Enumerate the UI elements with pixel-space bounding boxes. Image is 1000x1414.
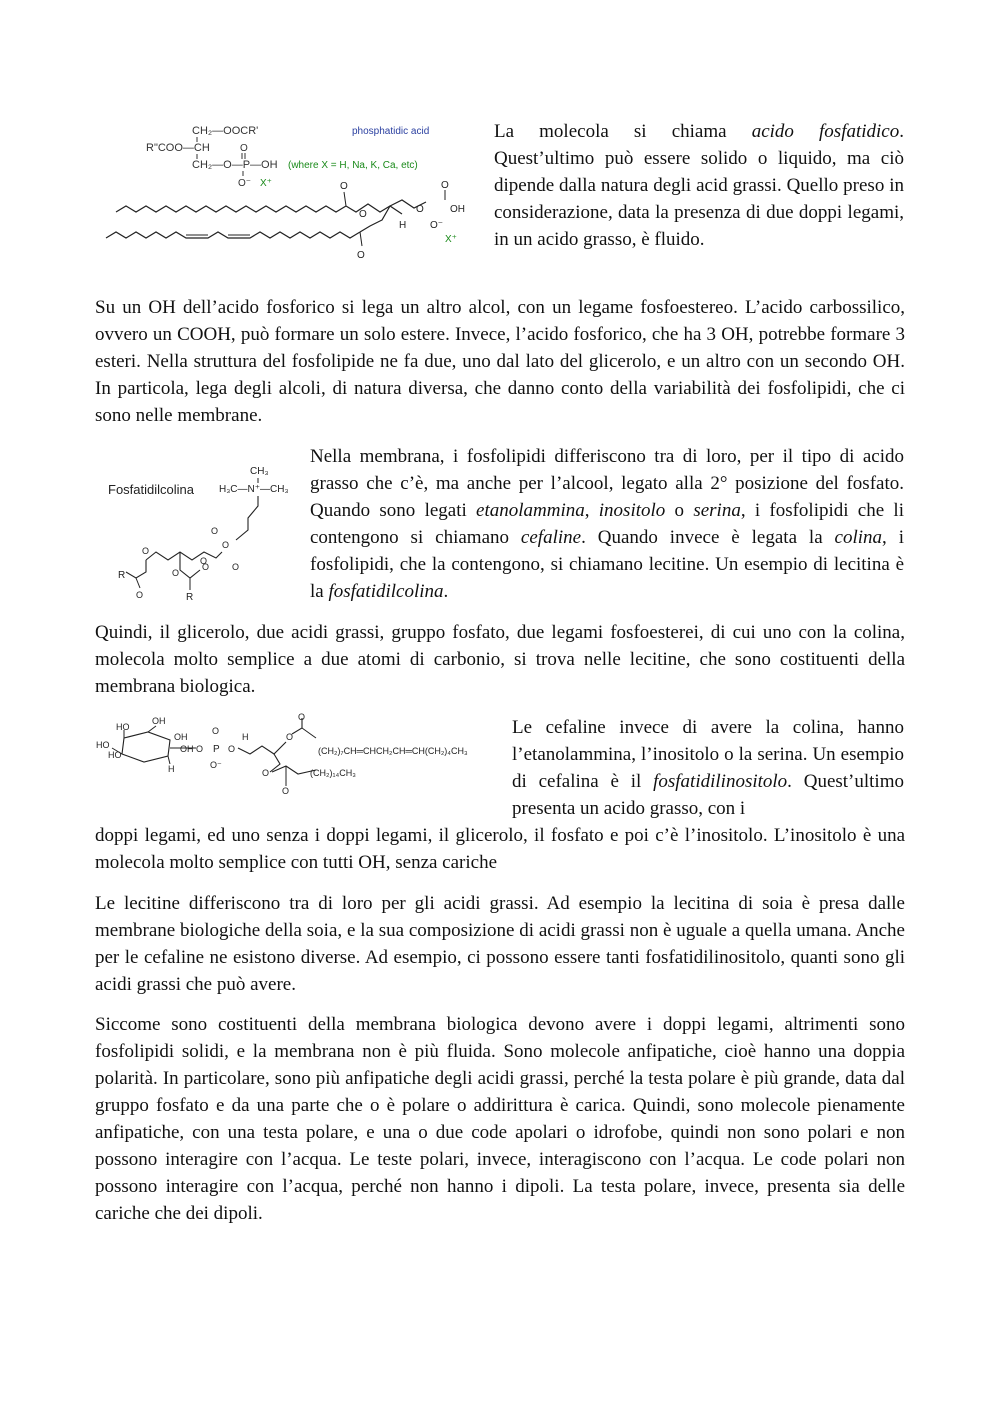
fosfatidilcolina-title: Fosfatidilcolina	[108, 482, 194, 497]
paragraph-3	[310, 443, 904, 605]
ester-o-1: O	[340, 181, 348, 192]
phosphorus-o-minus: O⁻	[210, 760, 222, 770]
ester-o-3: O	[357, 250, 365, 261]
fosfatidilcolina-figure	[104, 460, 304, 608]
p5-text-d: doppi legami, ed uno senza i doppi legami, il glicerolo, il fosfato e poi c’è l’inositolo. L’inositolo è una molecola molto semplice con tutti OH, senza cariche	[95, 825, 905, 873]
inositol-h: H	[168, 764, 175, 774]
p5-text-a: Le cefaline invece di avere la colina, hanno l’etanolammina, l’inositolo o la serina. Un esempio di cefalina è il	[512, 717, 904, 792]
link-o-2: O	[228, 744, 236, 754]
phosphatidic-acid-title: phosphatidic acid	[352, 126, 430, 137]
inositol-ho-3: HO	[108, 750, 122, 760]
p-oxygen-minus: O⁻	[238, 178, 252, 189]
paragraph-5-continuation	[95, 822, 905, 876]
glycerol-o-3: O	[172, 568, 180, 578]
p4-text: Quindi, il glicerolo, due acidi grassi, gruppo fosfato, due legami fosfoesterei, di cui uno con la colina, molecola molto semplice a due atomi di carbonio, si trova nelle lecitine, che sono costituenti della membrana biologica.	[95, 622, 905, 697]
carbonyl-o-2: O	[202, 562, 210, 572]
phosphate-o-top: O	[441, 180, 449, 191]
link-o-1: O	[196, 744, 204, 754]
phosphate-o: O	[416, 204, 424, 215]
p3-text-a: Nella membrana, i fosfolipidi differiscono tra di loro, per il tipo di acido grasso che c’è, ma anche per l’alcool, legato alla 2° posizione del fosfato. Quando sono legati	[310, 446, 904, 521]
p1-text-c: . Quest’ultimo può essere solido o liquido, ma ciò dipende dalla natura degli acid grassi. Quello preso in considerazione, data la presenza di due doppi legami, in un acido grasso, è fluido.	[494, 121, 904, 250]
r-group-1: R	[118, 570, 126, 581]
p3-term-etanolammina: etanolammina	[476, 500, 585, 521]
p1-text-a: La molecola si chiama	[494, 121, 752, 142]
p3-term-serina: serina	[693, 500, 741, 521]
p3-term-inositolo: inositolo	[598, 500, 666, 521]
p3-term-colina: colina	[834, 527, 883, 548]
glycerol-o-1: O	[200, 556, 208, 566]
inositol-oh-3: OH	[180, 744, 194, 754]
glycerol-h: H	[242, 732, 249, 742]
paragraph-7	[95, 1011, 905, 1227]
carbonyl-o-1: O	[136, 590, 144, 600]
saturated-chain	[116, 206, 346, 212]
formula-line-3: CH₂—O—P—OH	[192, 159, 278, 171]
phosphorus-o-top: O	[212, 726, 220, 736]
phosphate-oh: OH	[450, 204, 465, 215]
methyl-top: CH₃	[250, 466, 269, 477]
formula-line-1: CH₂—OOCR'	[192, 125, 259, 137]
r-group-2: R	[186, 592, 194, 603]
p3-text-m: .	[443, 581, 449, 602]
p3-text-e: o	[665, 500, 694, 521]
inositol-ring	[122, 732, 170, 762]
phosphorus: P	[213, 744, 220, 755]
inositol-oh-1: OH	[152, 716, 166, 726]
cation-note: (where X = H, Na, K, Ca, etc)	[288, 160, 418, 171]
inositol-ho-1: HO	[116, 722, 130, 732]
p7-text: Siccome sono costituenti della membrana biologica devono avere i doppi legami, altrimenti sono fosfolipidi solidi, e la membrana non è più fluida. Sono molecole anfipatiche, cioè hanno una doppia polarità. In particolare, sono più anfipatiche degli acidi grassi, perché la testa polare è più grande, data dal gruppo fosfato e da una parte che o è polare o addirittura è carica. Quindi, sono molecole pienamente anfipatiche, con una testa polare, e una o due code apolari o idrofobe, quindi non sono polari e non possono interagire con l’acqua. Le teste polari, invece, interagiscono con l’acqua. Le code polari non possono interagire con l’acqua, perché non hanno i dipoli. La testa polare, invece, presenta sia delle cariche che dei dipoli.	[95, 1014, 905, 1224]
p3-term-cefaline: cefaline	[520, 527, 582, 548]
p3-text-g: , i fosfolipidi che li contengono si chiamano	[310, 500, 904, 548]
formula-line-2: R"COO—CH	[146, 142, 210, 154]
paragraph-2	[95, 294, 905, 429]
p-oxygen-right: O	[232, 562, 240, 572]
trimethylammonium: H₃C—N⁺—CH₃	[219, 484, 289, 495]
glycerol-o-2: O	[142, 546, 150, 556]
p-oxygen-up: O	[211, 526, 219, 536]
p6-text: Le lecitine differiscono tra di loro per gli acidi grassi. Ad esempio la lecitina di soia è presa dalle membrane biologiche della soia, e la sua composizione di acidi grassi non è uguale a quella umana. Anche per le cefaline ne esistono diverse. Ad esempio, ci possono essere tanti fosfatidilinositolo, quanti sono gli acidi grassi che può avere.	[95, 893, 905, 995]
p5-text-c: . Quest’ultimo presenta un acido grasso, con i	[512, 771, 904, 819]
x-cation-right: X⁺	[445, 234, 457, 245]
x-cation-left: X⁺	[260, 178, 272, 189]
p3-term-fosfatidilcolina: fosfatidilcolina	[328, 581, 444, 602]
ester-o-a: O	[286, 732, 294, 742]
p1-term-acido-fosfatidico: acido fosfatidico	[751, 121, 900, 142]
paragraph-1	[494, 118, 904, 253]
chiral-h: H	[399, 220, 407, 231]
p3-text-c: ,	[584, 500, 599, 521]
inositol-ho-2: HO	[96, 740, 110, 750]
phosphatidic-acid-figure	[100, 118, 480, 268]
ester-o-b: O	[262, 768, 270, 778]
fatty-chain-2: (CH₂)₁₄CH₃	[310, 768, 356, 778]
p-oxygen-top: O	[240, 143, 248, 154]
inositol-oh-2: OH	[174, 732, 188, 742]
phosphate-o-minus: O⁻	[430, 220, 444, 231]
paragraph-5-beside	[512, 714, 904, 822]
p3-text-i: . Quando invece è legata la	[581, 527, 835, 548]
fatty-chain-1: (CH₂)₇CH═CHCH₂CH═CH(CH₂)₄CH₃	[318, 746, 468, 756]
paragraph-6	[95, 890, 905, 998]
p3-text-k: , i fosfolipidi, che la contengono, si chiamano lecitine. Un esempio di lecitina è la	[310, 527, 904, 602]
fosfatidilinositolo-figure	[94, 712, 494, 798]
carbonyl-o-b: O	[282, 786, 290, 796]
p5-term-fosfatidilinositolo: fosfatidilinositolo	[653, 771, 788, 792]
paragraph-4	[95, 619, 905, 700]
p2-text: Su un OH dell’acido fosforico si lega un altro alcol, con un legame fosfoestereo. L’acido carbossilico, ovvero un COOH, può formare un solo estere. Invece, l’acido fosforico, che ha 3 OH, potrebbe formare 3 esteri. Nella struttura del fosfolipide ne fa due, uno dal lato del glicerolo, e un altro con un secondo OH. In particola, lega degli alcoli, di natura diversa, che danno conto della variabilità dei fosfolipidi, che ci sono nelle membrane.	[95, 297, 905, 426]
carbonyl-o-a: O	[298, 712, 306, 722]
ester-o-2: O	[359, 209, 367, 220]
choline-o: O	[222, 540, 230, 550]
